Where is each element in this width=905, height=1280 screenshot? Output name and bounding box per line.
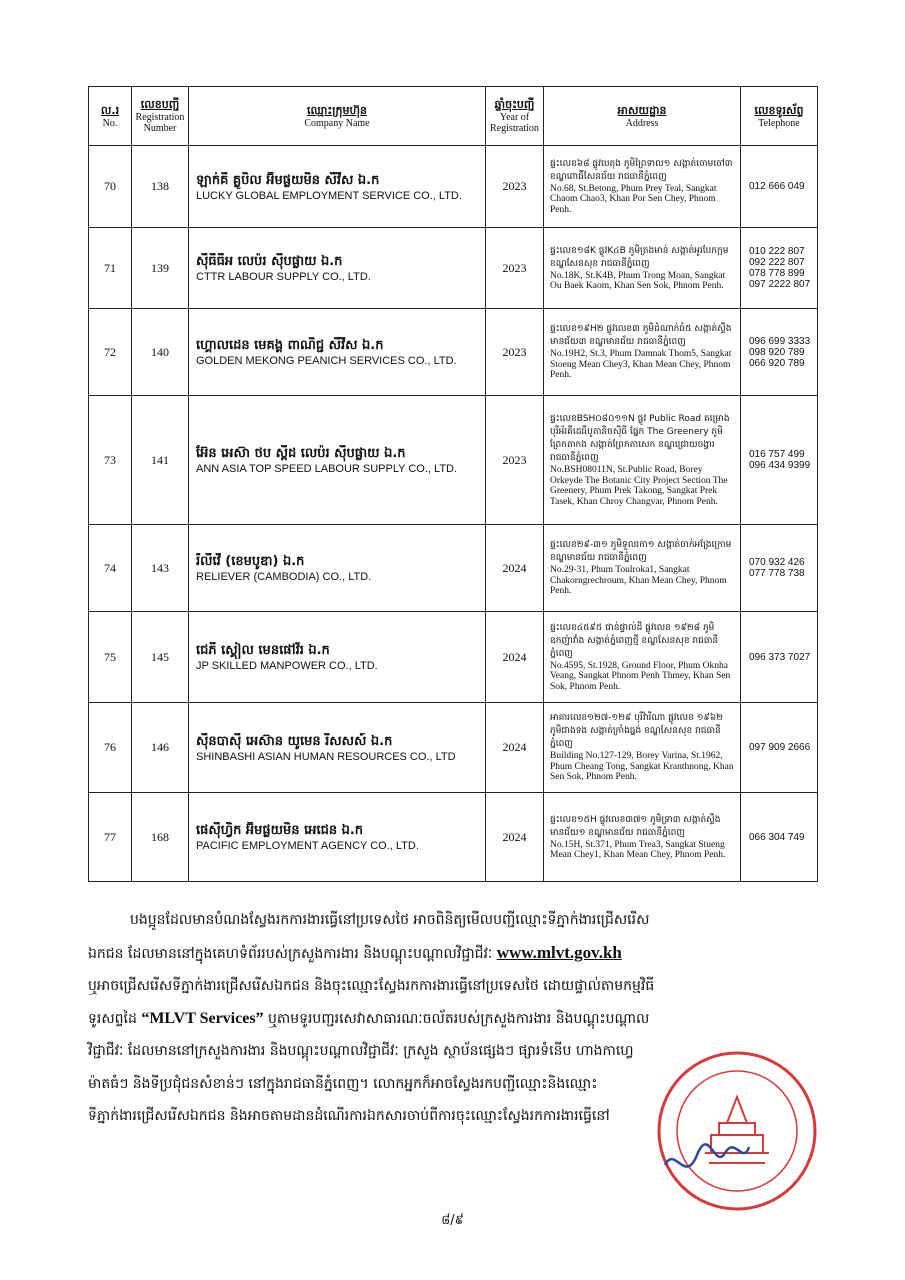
row-reg: 138 xyxy=(132,146,189,228)
phone-number: 092 222 807 xyxy=(749,257,805,268)
row-year: 2023 xyxy=(486,146,544,228)
company-name-km: ហ្គោលដេន មេគង្គ ពាណិជ្ជ សឺវីស ឯ.ក xyxy=(196,338,384,353)
row-address xyxy=(544,309,741,396)
phone-number: 010 222 807 xyxy=(749,246,805,257)
company-name-km: អ៊ែន អេស៊ា ថប ស្ពីដ លេប៉រ ស៊ីបផ្លាយ ឯ.ក xyxy=(196,446,406,461)
row-telephone xyxy=(741,146,818,228)
row-year: 2023 xyxy=(486,228,544,309)
address-en: No.4595, St.1928, Ground Floor, Phum Oknha Veang, Sangkat Phnom Penh Thmey, Khan Sen Sok, Phnom Penh. xyxy=(550,660,731,692)
row-year: 2024 xyxy=(486,612,544,703)
row-company xyxy=(189,396,486,525)
company-name-km: ស៊ីនបាស៊ី អេស៊ាន យូមេន រីសសស៍ ឯ.ក xyxy=(196,733,393,749)
header-telephone: លេខទូរស័ព្ទ Telephone xyxy=(741,87,818,146)
row-no: 71 xyxy=(89,228,132,309)
phone-number: 070 932 426 xyxy=(749,557,805,568)
phone-number: 077 778 738 xyxy=(749,568,805,579)
row-address xyxy=(544,525,741,612)
company-name-km: ស៊ីធីធីអ លេប៉រ ស៊ីបផ្លាយ ឯ.ក xyxy=(196,254,343,269)
table-row xyxy=(89,703,818,793)
address-km: ផ្ទះលេខ៦៨ ផ្លូវបេតុង ភូមិព្រៃទាល១ សង្កាត់ចោមចៅ៣ ខណ្ឌពោធិ៍សែនជ័យ រាជធានីភ្នំពេញ xyxy=(550,158,733,182)
table-header-row xyxy=(89,87,818,146)
address-en: No.19H2, St.3, Phum Damnak Thom5, Sangkat Stoeng Mean Chey3, Khan Mean Chey, Phnom Penh. xyxy=(550,349,732,381)
address-en: No.29-31, Phum Toulroka1, Sangkat Chakorngrechroum, Khan Mean Chey, Phnom Penh. xyxy=(550,565,727,597)
row-address xyxy=(544,146,741,228)
company-name-km: ឡាក់គី គ្លូបិល អ៊ីមផ្លយមិន សឺវីស ឯ.ក xyxy=(196,172,380,188)
row-no: 74 xyxy=(89,525,132,612)
row-company xyxy=(189,612,486,703)
row-company xyxy=(189,793,486,882)
paragraph-line: ឯកជន ដែលមាននៅក្នុងគេហទំព័ររបស់ក្រសួងការងារ និងបណ្តុះបណ្តាលវិជ្ជាជីវៈ www.mlvt.gov.kh xyxy=(88,942,622,962)
row-reg: 140 xyxy=(132,309,189,396)
header-no: ល.រ No. xyxy=(89,87,132,146)
row-reg: 141 xyxy=(132,396,189,525)
phone-number: 016 757 499 xyxy=(749,449,805,460)
registry-table xyxy=(88,86,818,882)
row-telephone xyxy=(741,309,818,396)
row-year: 2024 xyxy=(486,793,544,882)
row-year: 2023 xyxy=(486,309,544,396)
header-year: ឆ្នាំចុះបញ្ជី Year of Registration xyxy=(486,87,544,146)
row-no: 72 xyxy=(89,309,132,396)
table-row xyxy=(89,612,818,703)
company-name-en: SHINBASHI ASIAN HUMAN RESOURCES CO., LTD xyxy=(196,750,456,763)
page-number: ៨/៩ xyxy=(441,1213,464,1228)
company-name-en: JP SKILLED MANPOWER CO., LTD. xyxy=(196,660,378,672)
row-address xyxy=(544,793,741,882)
company-name-en: ANN ASIA TOP SPEED LABOUR SUPPLY CO., LTD. xyxy=(196,463,458,475)
row-reg: 143 xyxy=(132,525,189,612)
address-km: ផ្ទះលេខ១៩H២ ផ្លូវលេខ៣ ភូមិដំណាក់ធំ៥ សង្កាត់ស្ទឹងមានជ័យ៣ ខណ្ឌមានជ័យ រាជធានីភ្នំពេញ xyxy=(550,324,732,348)
row-year: 2024 xyxy=(486,525,544,612)
phone-number: 066 304 749 xyxy=(749,831,805,843)
paragraph-line: ទីភ្នាក់ងារជ្រើសរើសឯកជន និងអាចតាមដានដំណើរការឯកសារចាប់ពីការចុះឈ្មោះស្វែងរកការងារធ្វើនៅ xyxy=(88,1108,610,1124)
header-address: អាសយដ្ឋាន Address xyxy=(544,87,741,146)
row-no: 76 xyxy=(89,703,132,793)
row-company xyxy=(189,228,486,309)
row-telephone xyxy=(741,612,818,703)
table-row xyxy=(89,396,818,525)
address-en: Building No.127-129, Borey Varina, St.1962, Phum Cheang Tong, Sangkat Kranthnong, Khan Sen Sok, Phnom Penh. xyxy=(550,751,734,783)
row-address xyxy=(544,703,741,793)
website-link[interactable]: www.mlvt.gov.kh xyxy=(496,942,622,962)
paragraph-line: ទូរសព្ទដៃ “MLVT Services” ឬតាមទូរបញ្ជរសេវាសាធារណៈចល័តរបស់ក្រសួងការងារ និងបណ្តុះបណ្តាល xyxy=(88,1009,650,1027)
address-en: No.15H, St.371, Phum Trea3, Sangkat Stueng Mean Chey1, Khan Mean Chey, Phnom Penh. xyxy=(550,839,726,860)
row-no: 73 xyxy=(89,396,132,525)
row-company xyxy=(189,525,486,612)
row-reg: 146 xyxy=(132,703,189,793)
row-telephone xyxy=(741,793,818,882)
row-company xyxy=(189,309,486,396)
row-telephone xyxy=(741,703,818,793)
row-telephone xyxy=(741,228,818,309)
row-reg: 145 xyxy=(132,612,189,703)
table-row xyxy=(89,309,818,396)
row-company xyxy=(189,703,486,793)
row-no: 70 xyxy=(89,146,132,228)
company-name-en: CTTR LABOUR SUPPLY CO., LTD. xyxy=(196,271,371,283)
phone-number: 097 909 2666 xyxy=(749,742,811,753)
table-row xyxy=(89,146,818,228)
company-name-km: រីលីវើ (ខេមបូឌា) ឯ.ក xyxy=(196,554,305,569)
paragraph-line: ម៉ាតធំៗ និងទីប្រជុំជនសំខាន់ៗ នៅក្នុងរាជធានីភ្នំពេញ។ លោកអ្នកក៏អាចស្វែងរកបញ្ជីឈ្មោះនិងឈ្មោះ xyxy=(88,1075,598,1092)
phone-number: 066 920 789 xyxy=(749,357,805,369)
company-name-km: ផេស៊ីហ្វិក អ៊ីមផ្លយមិន អេជេន ឯ.ក xyxy=(196,823,364,838)
address-km: ផ្ទះលេខ១៥H ផ្លូវលេខ៣៧១ ភូមិទ្រា៣ សង្កាត់ស្ទឹងមានជ័យ១ ខណ្ឌមានជ័យ រាជធានីភ្នំពេញ xyxy=(550,814,721,838)
row-address xyxy=(544,612,741,703)
company-name-en: PACIFIC EMPLOYMENT AGENCY CO., LTD. xyxy=(196,840,419,852)
address-en: No.18K, St.K4B, Phum Trong Moan, Sangkat Ou Baek Kaom, Khan Sen Sok, Phnom Penh. xyxy=(550,270,726,291)
phone-number: 096 373 7027 xyxy=(749,651,811,663)
row-reg: 168 xyxy=(132,793,189,882)
paragraph-line: វិជ្ជាជីវៈ ដែលមាននៅក្រសួងការងារ និងបណ្តុះបណ្តាលវិជ្ជាជីវៈ ក្រសួង ស្ថាប័នផ្សេងៗ ផ្សារទំនើប ហាងកាហ្វេ xyxy=(88,1043,634,1059)
paragraph-line: បងប្អូនដែលមានបំណងស្វែងរកការងារធ្វើនៅប្រទេសថៃ អាចពិនិត្យមើលបញ្ជីឈ្មោះទីភ្នាក់ងារជ្រើសរើស xyxy=(130,912,650,928)
table-row xyxy=(89,228,818,309)
address-km: ផ្ទះលេខ២៩-៣១ ភូមិទួលរកា១ សង្កាត់ចាក់អង្រែក្រោម ខណ្ឌមានជ័យ រាជធានីភ្នំពេញ xyxy=(550,540,732,564)
row-company xyxy=(189,146,486,228)
phone-number: 096 699 3333 xyxy=(749,335,811,347)
phone-number: 096 434 9399 xyxy=(749,460,811,471)
row-no: 77 xyxy=(89,793,132,882)
company-name-km: ជេភី ស្គៀល មេនផៅវ័រ ឯ.ក xyxy=(196,643,330,658)
table-row xyxy=(89,793,818,882)
official-seal-stamp xyxy=(645,1035,825,1215)
company-name-en: RELIEVER (CAMBODIA) CO., LTD. xyxy=(196,571,372,583)
address-en: No.68, St.Betong, Phum Prey Teal, Sangkat Chaom Chao3, Khan Por Sen Chey, Phnom Penh. xyxy=(550,183,717,215)
phone-number: 097 2222 807 xyxy=(749,279,811,290)
row-address xyxy=(544,228,741,309)
row-year: 2023 xyxy=(486,396,544,525)
row-no: 75 xyxy=(89,612,132,703)
company-name-en: GOLDEN MEKONG PEANICH SERVICES CO., LTD. xyxy=(196,355,457,367)
address-km: ផ្ទះលេខBSH០៨០១១N ផ្លូវ Public Road គម្រោងបុរីអ័រគីដេធីបូតានិចស៊ីធី ផ្នែក The Greenery ភូមិព្រែកតាកង សង្កាត់ព្រែកតាសេក ខណ្ឌជ្រោយចង្វារ រាជធានីភ្នំពេញ xyxy=(550,414,730,463)
app-name: “MLVT Services” xyxy=(141,1009,264,1027)
company-name-en: LUCKY GLOBAL EMPLOYMENT SERVICE CO., LTD. xyxy=(196,189,462,202)
address-km: ផ្ទះលេខ១៨K ផ្លូវK៤B ភូមិត្រងមាន់ សង្កាត់អូរបែកក្អម ខណ្ឌសែនសុខ រាជធានីភ្នំពេញ xyxy=(550,245,729,269)
row-telephone xyxy=(741,396,818,525)
row-address xyxy=(544,396,741,525)
table-row xyxy=(89,525,818,612)
phone-number: 078 778 899 xyxy=(749,268,805,279)
row-year: 2024 xyxy=(486,703,544,793)
address-en: No.BSH08011N, St.Public Road, Borey Orkeyde The Botanic City Project Section The Greenery, Phum Prek Takong, Sangkat Prek Tasek, Khan Chroy Changvar, Phnom Penh. xyxy=(550,465,728,507)
paragraph-line: ឬអាចជ្រើសរើសទីភ្នាក់ងារជ្រើសរើសឯកជន និងចុះឈ្មោះស្វែងរកការងារធ្វើនៅប្រទេសថៃ ដោយផ្ទាល់តាមកម្មវិធី xyxy=(88,978,655,994)
address-km: ផ្ទះលេខ៤៥៩៥ ជាន់ផ្ទាល់ដី ផ្លូវលេខ ១៩២៨ ភូមិឧកញ៉ាវាំង សង្កាត់ភ្នំពេញថ្មី ខណ្ឌសែនសុខ រាជធានីភ្នំពេញ xyxy=(550,622,719,659)
row-reg: 139 xyxy=(132,228,189,309)
phone-number: 098 920 789 xyxy=(749,346,805,358)
row-telephone xyxy=(741,525,818,612)
address-km: អាគារលេខ១២៧-១២៩ បុរីវ៉ារីណា ផ្លូវលេខ ១៩៦២ ភូមិជាងទង សង្កាត់ក្រាំងធ្នង់ ខណ្ឌសែនសុខ រាជធានីភ្នំពេញ xyxy=(550,713,724,750)
header-registration: លេខបញ្ជី Registration Number xyxy=(132,87,189,146)
header-company: ឈ្មោះក្រុមហ៊ុន Company Name xyxy=(189,87,486,146)
phone-number: 012 666 049 xyxy=(749,181,805,192)
